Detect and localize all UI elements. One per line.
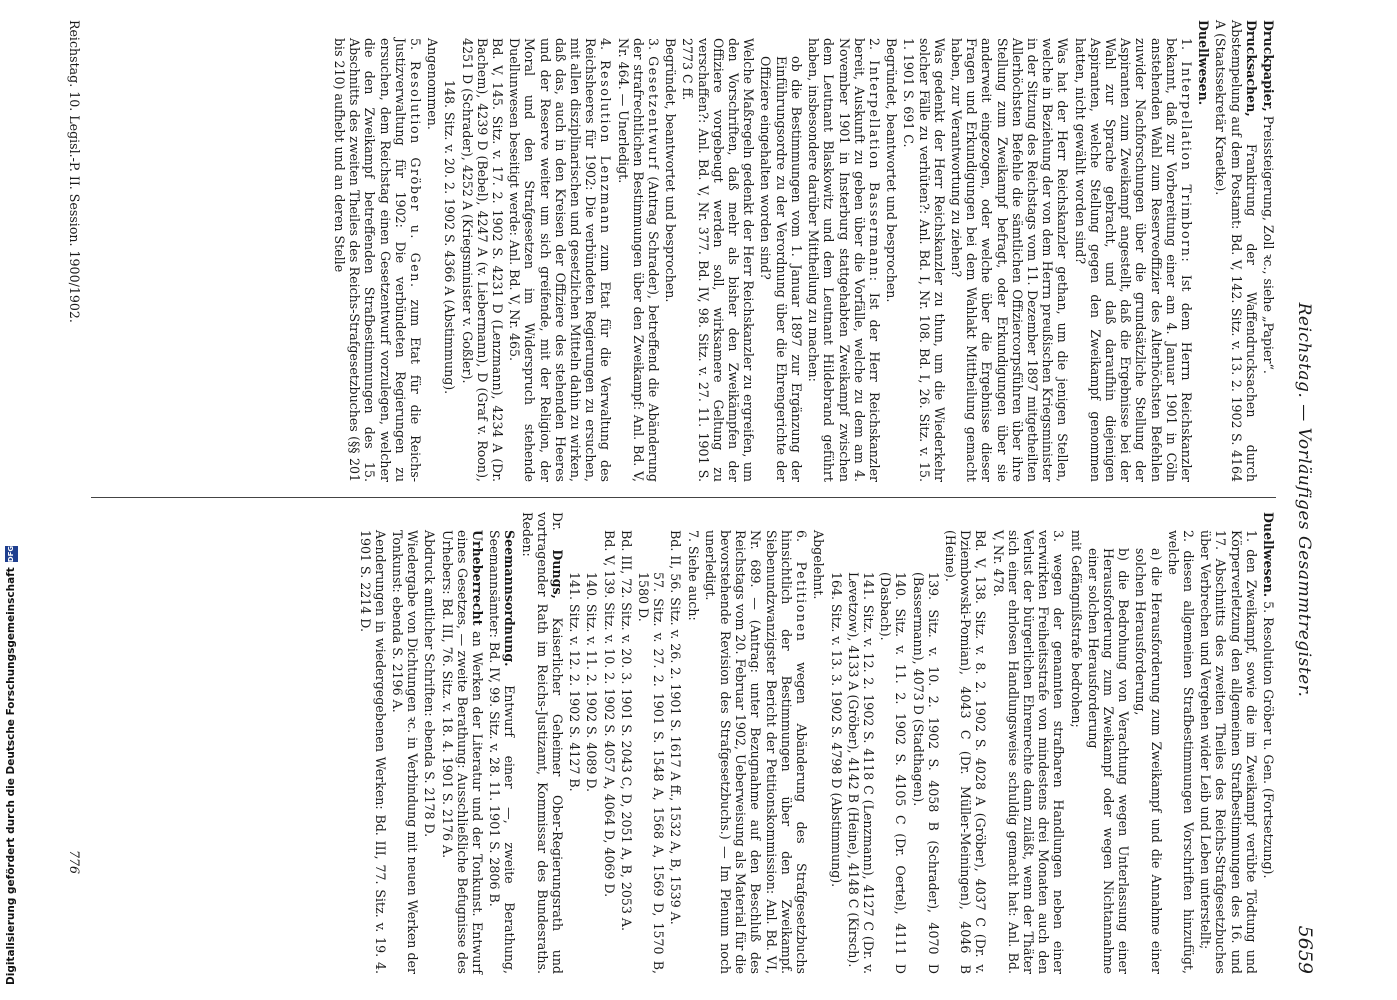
right-column <box>355 512 1276 974</box>
left-column-entry: Druckpapier, Preissteigerung, Zoll ꝛc., siehe „Papier“. <box>1261 20 1276 374</box>
right-column-entry: 139. Sitz. v. 10. 2. 1902 S. 4058 B (Schrader), 4070 D (Bassermann), 4073 D (Stadthagen). <box>910 572 941 974</box>
running-title: Reichstag. — Vorläufiges Gesammtregister. <box>1294 302 1314 698</box>
rotated-document-page <box>45 20 1320 980</box>
right-column-entry: Bd. II, 56. Sitz. v. 26. 2. 1901 S. 1617 A ff., 1532 A, B, 1539 A. <box>668 530 684 925</box>
left-column-entry: Begründet, beantwortet und besprochen. <box>884 38 900 303</box>
right-column-entry: b) die Bedrohung von Verachtung wegen Unterlassung einer Herausforderung zum Zweikampf oder wegen Nichtannahme einer solchen Herausforderung <box>1085 548 1132 974</box>
left-column-entry: Angenommen. <box>425 38 441 130</box>
right-column-entry: 164. Sitz. v. 13. 3. 1902 S. 4798 D (Abstimmung). <box>828 572 844 888</box>
right-column-entry: Seemannsordnung. Entwurf einer —, zweite Berathung, Seemannsämter: Bd. IV, 99. Sitz. v. 28. 11. 1901 S. 2806 B. <box>487 530 518 974</box>
right-column-entry: mit Gefängnißstrafe bedrohen; <box>1068 530 1084 728</box>
right-column-entry: 57. Sitz. v. 27. 2. 1901 S. 1548 A, 1568 A, 1569 D, 1570 B, 1580 D. <box>636 572 667 974</box>
left-column-entry: Welche Maßregeln gedenkt der Herr Reichskanzler zu ergreifen, um den Vorschriften, daß mehr als bisher den Zweikämpfen der Offiziere vorgebeugt werden soll, wirksamere Geltung zu verschaffen?: Anl. Bd. V, Nr. 377. Bd. IV, 98. Sitz. v. 27. 11. 1901 S. 2773 C ff. <box>680 38 757 482</box>
right-column-entry: 1. den Zweikampf, sowie die im Zweikampf verübte Tödtung und Körperverletzung den allgemeinen Strafbestimmungen des 16. und 17. Abschnitts des zweiten Theiles des Reichs-Strafgesetzbuches über Verbrechen und Vergehen wider Leib und Leben unterstellt; <box>1198 530 1259 974</box>
left-column <box>330 20 1276 482</box>
left-column-entry: 2. Interpellation Bassermann: Ist der Herr Reichskanzler bereit, Auskunft zu geben über die Vorfälle, welche zu dem am 4. November 1901 in Insterburg stattgehabten Zweikampf zwischen dem Leutnant Blaskowitz und dem Leutnant Hildebrand geführt haben, insbesondere darüber Mittheilung zu machen: <box>806 38 882 483</box>
digitization-note: Digitalisierung gefördert durch die Deutsche Forschungsgemeinschaft <box>5 567 17 985</box>
right-column-entry: 140. Sitz. v. 11. 2. 1902 S. 4105 C (Dr. Oertel), 4111 D (Dasbach). <box>878 572 909 974</box>
right-column-entry: a) die Herausforderung zum Zweikampf und die Annahme einer solchen Herausforderung, <box>1133 548 1164 974</box>
sheet-number: 776 <box>67 850 82 875</box>
left-column-entry: Was hat der Herr Reichskanzler gethan, um die jenigen Stellen, welche in Beziehung der von dem Herrn preußischen Kriegsminister in der Sitzung des Reichstags vom 11. Dezember 1897 mitgetheilten Allerhöchsten Befehle die sämtlichen Offiziercorpsführen über ihre Stellung zum Zweikampf befragt, oder Erkundigungen über sie anderweit eingezogen, oder welche über die Ergebnisse dieser Fragen und Erkundigungen bei dem Wahlakt Mittheilung gemacht haben, zur Verantwortung zu ziehen? <box>948 38 1071 482</box>
right-column-entry: Dr. Dungs, Kaiserlicher Geheimer Ober-Regierungsrath und vortragender Rath im Reichs-Justizamt, Kommissar des Bundesraths. Reden: <box>519 512 566 974</box>
right-column-entry: Bd. V, 138. Sitz. v. 8. 2. 1902 S. 4028 A (Gröber), 4037 C (Dr. v. Dziembowski-Pomian), 4043 C (Dr. Müller-Meiningen), 4046 B (Heine). <box>942 530 989 974</box>
right-column-entry: 140. Sitz. v. 11. 2. 1902 S. 4089 D. <box>584 572 600 793</box>
dfg-logo-icon: DFG <box>5 546 18 562</box>
left-column-entry: Begründet, beantwortet und besprochen. <box>663 38 679 303</box>
left-column-entry: 4. Resolution Lenzmann zum Etat für die Verwaltung des Reichsheeres für 1902: Die verbündeten Regierungen zu ersuchen, mit allen disziplinarischen und gesetzlichen Mitteln dahin zu wirken, daß das, auch in den Kreisen der Offiziere des stehenden Heeres und der Reserve weiter um sich greifende, mit der Religion, der Moral und den Strafgesetzen im Widerspruch stehende Duellunwesen beseitigt werde: Anl. Bd. V, Nr. 465. <box>507 38 614 482</box>
left-column-entry: Drucksachen, Frankirung der Waffendrucksachen durch Abstempelung auf dem Postamt: Bd. V, 142. Sitz. v. 13. 2. 1902 S. 4164 A (Staatssekretär Kraetke). <box>1213 20 1259 482</box>
left-column-entry: ob die Bestimmungen vom 1. Januar 1897 zur Ergänzung der Einführungsordre zu der Verordnung über die Ehrengerichte der Offiziere eingehalten worden sind? <box>758 56 804 482</box>
left-column-entry: 1. Interpellation Trimborn: Ist dem Herrn Reichskanzler bekannt, daß zur Vorbereitung einer am 4. Januar 1901 in Cöln anstehenden Wahl zum Reserveoffizier des Alterhöchsten Befehlen zuwider Nachforschungen über die grundsätzliche Stellung der Aspiranten zum Zweikampf angestellt, daß die Ergebnisse bei der Wahl zur Sprache gebracht, und daß daraufhin diejenigen Aspiranten, welche Stellung gegen den Zweikampf genommen hatten, nicht gewählt worden sind? <box>1072 38 1194 482</box>
page-number: 5659 <box>1294 925 1316 974</box>
left-column-entry: 148. Sitz. v. 20. 2. 1902 S. 4366 A (Abstimmung). <box>442 80 458 395</box>
left-column-entry: Duellwesen. <box>1196 20 1212 106</box>
right-column-entry: 141. Sitz. v. 12. 2. 1902 S. 4118 C (Lenzmann), 4127 C (Dr. v. Levetzow), 4133 A (Gröber), 4142 B (Heine), 4148 C (Kirsch). <box>845 572 876 974</box>
running-header <box>1284 20 1320 980</box>
right-column-entry: 2. diesen allgemeinen Strafbestimmungen Vorschriften hinzufügt, welche <box>1165 530 1196 974</box>
right-column-entry: Abgelehnt. <box>811 530 827 600</box>
right-column-entry: Urheberrecht an Werken der Literatur und der Tonkunst. Entwurf eines Gesetzes, — zweite Berathung: Ausschließliche Befugnisse des Urhebers: Bd. III, 76. Sitz. v. 18. 4. 1901 S. 2176 A. <box>439 530 486 974</box>
volume-signature: Reichstag. 10. Legisl.-P. II. Session. 1900/1902. <box>67 20 82 323</box>
right-column-entry: Abdruck amtlicher Schriften: ebenda S. 2178 D. <box>422 530 438 838</box>
right-column-entry: Wiedergabe von Dichtungen ꝛc. in Verbindung mit neuen Werken der Tonkunst: ebenda S. 2196 A. <box>390 530 421 974</box>
right-column-entry: Duellwesen. 5. Resolution Gröber u. Gen. (Fortsetzung). <box>1261 512 1276 879</box>
column-divider <box>91 497 1276 498</box>
left-column-entry: 3. Gesetzentwurf (Antrag Schrader), betreffend die Abänderung der strafrechtlichen Bestimmungen über den Zweikampf: Anl. Bd. V, Nr. 464. — Unerledigt. <box>615 38 662 482</box>
right-column-entry: 6. Petitionen wegen Abänderung des Strafgesetzbuchs hinsichtlich der Bestimmungen über den Zweikampf. Siebenundzwanzigster Bericht der Petitionskommission: Anl. Bd. VI, Nr. 689. — (Antrag: unter Bezugnahme auf den Beschluß des Reichstags vom 20. Februar 1902, Ueberweisung als Material für die bevorstehende Revision des Strafgesetzbuchs.) — Im Plenum noch unerledigt. <box>702 530 810 974</box>
page-footer <box>52 20 82 980</box>
right-column-entry: Bd. III, 72. Sitz. v. 20. 3. 1901 S. 2043 C, D, 2051 A, B, 2053 A. <box>618 530 634 932</box>
right-column-entry: 141. Sitz. v. 12. 2. 1902 S. 4127 B. <box>567 572 583 792</box>
left-column-entry: Bd. V, 145. Sitz. v. 17. 2. 1902 S. 4231 D (Lenzmann), 4234 A (Dr. Bachem), 4239 D (Bebel), 4247 A (v. Liebermann), D (Graf v. Roon), 4251 D (Schrader), 4252 A (Kriegsminister v. Goßler). <box>459 38 506 482</box>
right-column-entry: 7. Siehe auch: <box>685 530 701 621</box>
right-column-entry: 3. wegen der genannten strafbaren Handlungen neben einer verwirkten Freiheitsstrafe von mindestens drei Monaten auch den Verlust der bürgerlichen Ehrenrechte dann zuläßt, wenn der Thäter sich einer ehrlosen Handlungsweise schuldig gemacht hat: Anl. Bd. V, Nr. 478. <box>990 530 1067 974</box>
left-column-entry: 5. Resolution Gröber u. Gen. zum Etat für die Reichs-Justizverwaltung für 1902: Die verbündeten Regierungen zu ersuchen, dem Reichstag einen Gesetzentwurf vorzulegen, welcher die den Zweikampf betreffenden Strafbestimmungen des 15. Abschnitts des zweiten Theiles des Reichs-Strafgesetzbuches (§§ 201 bis 210) aufhebt und an deren Stelle <box>332 38 424 482</box>
right-column-entry: Bd. V, 139. Sitz. v. 10. 2. 1902 S. 4057 A, 4064 D, 4069 D. <box>601 530 617 898</box>
digitization-credit <box>2 545 20 985</box>
right-column-entry: Aenderungen in wiedergegebenen Werken: Bd. III, 77. Sitz. v. 19. 4. 1901 S. 2214 D. <box>357 530 388 974</box>
left-column-entry: Was gedenkt der Herr Reichskanzler zu thun, um die Wiederkehr solcher Fälle zu verhüten?: Anl. Bd. I, Nr. 108. Bd. I, 26. Sitz. v. 15. 1. 1901 S. 691 C. <box>901 38 947 482</box>
